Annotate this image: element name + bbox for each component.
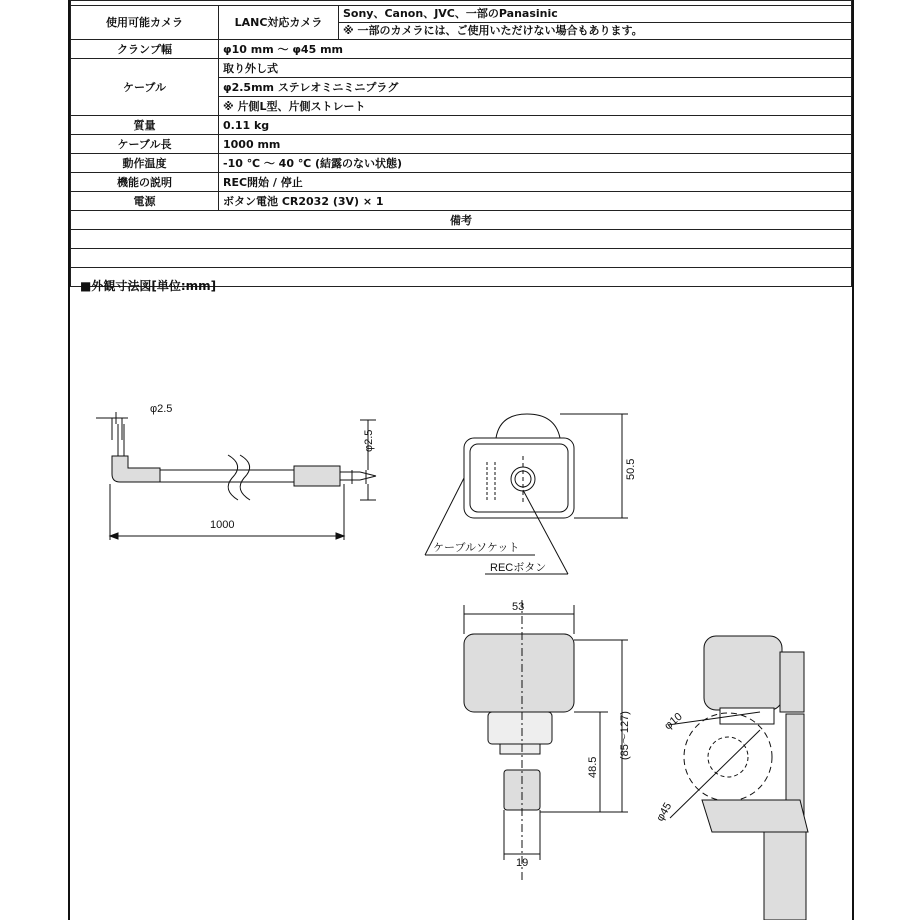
cable-line2: φ2.5mm ステレオミニミニプラグ xyxy=(219,78,852,97)
dim-phi25-a: φ2.5 xyxy=(150,403,173,415)
side-view-figure xyxy=(464,600,628,880)
dim-phi25-b: φ2.5 xyxy=(363,429,375,452)
cable-figure xyxy=(96,412,376,540)
section-title: ■外観寸法図[単位:mm] xyxy=(80,279,217,293)
function-label: 機能の説明 xyxy=(71,173,219,192)
cable-line1: 取り外し式 xyxy=(219,59,852,78)
function-value: REC開始 / 停止 xyxy=(219,173,852,192)
callout-socket: ケーブルソケット xyxy=(433,542,520,554)
weight-label: 質量 xyxy=(71,116,219,135)
dim-50-5: 50.5 xyxy=(625,458,637,480)
remarks-title: 備考 xyxy=(71,211,852,230)
power-label: 電源 xyxy=(71,192,219,211)
cameras-type: LANC対応カメラ xyxy=(219,6,339,40)
dim-phi10: φ10 xyxy=(662,710,685,733)
weight-value: 0.11 kg xyxy=(219,116,852,135)
cameras-note: ※ 一部のカメラには、ご使用いただけない場合もあります。 xyxy=(339,23,852,40)
cable-length-value: 1000 mm xyxy=(219,135,852,154)
dim-phi45: φ45 xyxy=(654,800,675,824)
clamp-label: クランプ幅 xyxy=(71,40,219,59)
dim-1000: 1000 xyxy=(210,519,235,531)
cable-line3: ※ 片側L型、片側ストレート xyxy=(219,97,852,116)
temp-value: -10 ℃ ～ 40 ℃ (結露のない状態) xyxy=(219,154,852,173)
dim-48-5: 48.5 xyxy=(587,756,599,778)
callout-rec: RECボタン xyxy=(490,562,547,574)
dim-53: 53 xyxy=(512,601,525,613)
cameras-list: Sony、Canon、JVC、一部のPanasinic xyxy=(339,6,852,23)
clamp-value: φ10 mm ～ φ45 mm xyxy=(219,40,852,59)
power-value: ボタン電池 CR2032 (3V) × 1 xyxy=(219,192,852,211)
cameras-label: 使用可能カメラ xyxy=(71,6,219,40)
dim-19: 19 xyxy=(516,857,529,869)
temp-label: 動作温度 xyxy=(71,154,219,173)
dim-85-127: (85～127) xyxy=(619,711,631,760)
cable-label: ケーブル xyxy=(71,59,219,116)
clamp-view-figure xyxy=(668,636,808,920)
cable-length-label: ケーブル長 xyxy=(71,135,219,154)
